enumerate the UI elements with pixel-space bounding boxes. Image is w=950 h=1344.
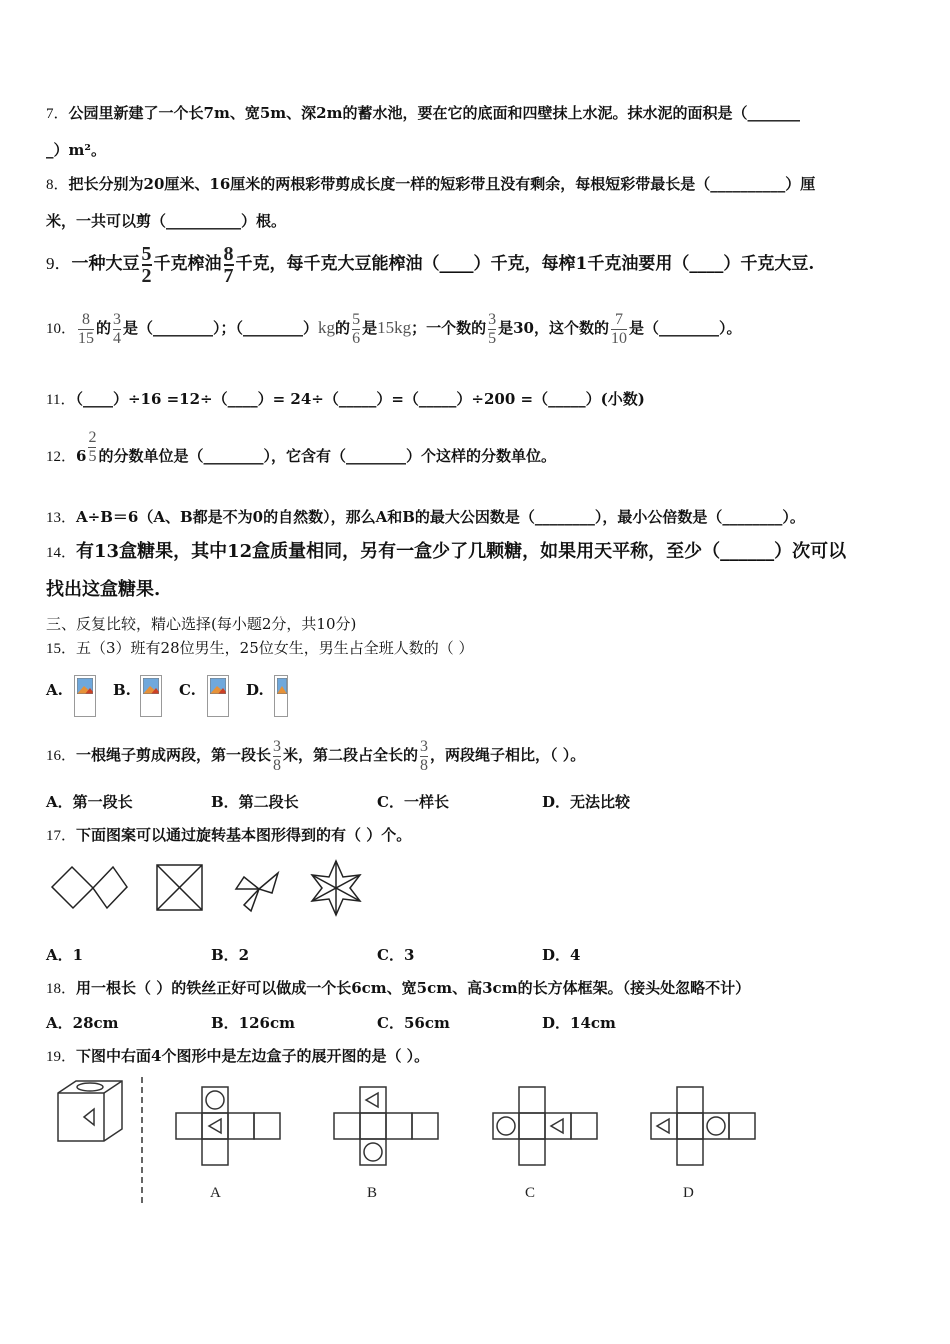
q10-f4-den: 5 — [488, 329, 497, 347]
q11-line — [46, 389, 645, 410]
q14-line2: 找出这盒糖果. — [46, 579, 161, 600]
q18-text: 用一根长（ ）的铁丝正好可以做成一个长6cm、宽5cm、高3cm的长方体框架。（接头处忽略不计） — [76, 979, 751, 997]
q7-text: 公园里新建了一个长7m、宽5m、深2m的蓄水池，要在它的底面和四壁抹上水泥。抹水泥的面积是（_______ — [68, 104, 800, 122]
pinwheel-figure — [236, 873, 278, 911]
q12-fraction-den: 5 — [88, 447, 97, 465]
q17-option-a[interactable]: A．1 — [46, 946, 84, 964]
q9-fraction-2-num: 8 — [223, 242, 234, 265]
q9-text-2: 千克榨油 — [153, 254, 222, 274]
q12-line — [46, 426, 556, 487]
q10-f1-den: 15 — [78, 329, 95, 347]
q17-number: 17． — [46, 828, 77, 844]
q9-number: 9． — [46, 254, 72, 273]
q8-text: 把长分别为20厘米、16厘米的两根彩带剪成长度一样的短彩带且没有剩余，每根短彩带最长是（__________）厘 — [68, 175, 816, 193]
q10-fraction-4 — [488, 311, 496, 348]
q17-text: 下面图案可以通过旋转基本图形得到的有（ ）个。 — [76, 826, 412, 844]
q9-fraction-2 — [224, 244, 234, 286]
q17-option-b[interactable]: B．2 — [211, 946, 250, 964]
q7-line2: _）m²。 — [46, 141, 106, 159]
q9-fraction-1 — [142, 244, 152, 286]
q18-number: 18． — [46, 981, 77, 997]
net-d-label: D — [683, 1185, 694, 1201]
q18-option-a[interactable]: A．28cm — [46, 1014, 119, 1032]
q10-f1-num: 8 — [82, 310, 91, 328]
q12-number: 12． — [46, 449, 77, 465]
q19-number: 19． — [46, 1049, 77, 1065]
q15-number: 15． — [46, 641, 77, 657]
q15-option-d[interactable] — [246, 681, 264, 699]
q19-figures — [50, 1075, 770, 1210]
q17-line — [46, 825, 411, 846]
star-figure — [312, 861, 360, 915]
q15-option-b[interactable] — [113, 681, 131, 699]
net-a-label: A — [210, 1185, 221, 1201]
q10-number: 10． — [46, 321, 77, 337]
q15-line — [46, 638, 474, 659]
q9-fraction-2-den: 7 — [223, 264, 234, 287]
q15-option-b-label: B. — [113, 681, 131, 699]
q16-option-b[interactable]: B．第二段长 — [211, 793, 299, 811]
net-d-figure — [651, 1087, 755, 1165]
q18-option-d[interactable]: D．14cm — [542, 1014, 616, 1032]
q16-option-a[interactable]: A．第一段长 — [46, 793, 133, 811]
q15-option-a-image — [74, 675, 96, 717]
q17-figures — [46, 855, 376, 925]
q14-text: 有13盒糖果，其中12盒质量相同，另有一盒少了几颗糖，如果用天平称，至少（______）次可以 — [76, 541, 847, 562]
q15-option-d-image — [274, 675, 288, 717]
q13-line — [46, 507, 805, 528]
q10-text-7: 是（________）。 — [628, 319, 742, 337]
q16-f2-den: 8 — [420, 756, 429, 774]
q15-option-a-label: A. — [46, 681, 63, 699]
square-x-figure — [157, 865, 202, 910]
q10-text-2: 是（________）；（________） — [123, 319, 319, 337]
net-a-figure — [176, 1087, 280, 1165]
q10-f5-den: 10 — [610, 329, 627, 347]
q10-text-3: 的 — [335, 319, 351, 337]
cube-figure — [58, 1081, 122, 1141]
q12-text: 的分数单位是（________），它含有（________）个这样的分数单位。 — [98, 447, 556, 465]
q8-line1 — [46, 174, 815, 195]
net-b-label: B — [367, 1185, 378, 1201]
q18-option-b[interactable]: B．126cm — [211, 1014, 295, 1032]
q14-number: 14． — [46, 545, 77, 561]
q15-option-d-label: D. — [246, 681, 264, 699]
q15-option-a[interactable] — [46, 681, 63, 699]
q13-text: A÷B＝6（A、B都是不为0的自然数），那么A和B的最大公因数是（________），最小公倍数是（________）。 — [76, 508, 805, 526]
q12-fraction-num: 2 — [88, 428, 97, 446]
broken-image-icon — [77, 678, 93, 694]
q13-number: 13． — [46, 510, 77, 526]
q19-line — [46, 1046, 429, 1067]
q18-line — [46, 978, 750, 999]
q16-option-d[interactable]: D．无法比较 — [542, 793, 631, 811]
q10-text-6: 是30，这个数的 — [498, 319, 609, 337]
q10-fraction-1 — [78, 311, 94, 348]
q7-line1 — [46, 103, 800, 124]
broken-image-icon — [210, 678, 226, 694]
q10-fraction-5 — [611, 311, 627, 348]
q11-text: （____）÷16 =12÷（____）= 24÷（_____）=（_____）÷200 =（_____）(小数) — [75, 390, 645, 408]
q19-text: 下图中右面4个图形中是左边盒子的展开图的是（ ）。 — [76, 1047, 430, 1065]
q11-number: 11． — [46, 392, 76, 408]
q10-text-5: ；一个数的 — [411, 319, 487, 337]
q10-f3-den: 6 — [352, 329, 361, 347]
two-rhombus-figure — [52, 867, 127, 908]
q15-option-b-image — [140, 675, 162, 717]
q9-fraction-1-den: 2 — [141, 264, 152, 287]
q8-line2: 米，一共可以剪（__________）根。 — [46, 212, 287, 230]
q16-line — [46, 733, 585, 778]
broken-image-icon — [277, 678, 287, 694]
q18-option-c[interactable]: C．56cm — [377, 1014, 450, 1032]
q10-unit-1: kg — [318, 318, 336, 337]
q10-f2-den: 4 — [113, 329, 122, 347]
q10-f5-num: 7 — [614, 310, 623, 328]
q16-fraction-2 — [420, 738, 428, 775]
q10-f3-num: 5 — [352, 310, 361, 328]
q16-f1-num: 3 — [273, 737, 282, 755]
net-b-figure — [334, 1087, 438, 1165]
q16-number: 16． — [46, 748, 77, 764]
q15-option-c[interactable] — [179, 681, 196, 699]
q10-line — [46, 306, 741, 351]
q17-option-c[interactable]: C．3 — [377, 946, 415, 964]
q17-option-d[interactable]: D．4 — [542, 946, 581, 964]
q16-f2-num: 3 — [420, 737, 429, 755]
q9-fraction-1-num: 5 — [141, 242, 152, 265]
q16-text-2: 米，第二段占全长的 — [283, 746, 419, 764]
q7-number: 7． — [46, 106, 69, 122]
q12-fraction — [88, 429, 96, 466]
q15-option-c-image — [207, 675, 229, 717]
q10-text-4: 是 — [362, 319, 378, 337]
q10-f4-num: 3 — [488, 310, 497, 328]
q9-text-1: 一种大豆 — [71, 254, 140, 274]
net-c-label: C — [525, 1185, 536, 1201]
q8-number: 8． — [46, 177, 69, 193]
q16-option-c[interactable]: C．一样长 — [377, 793, 449, 811]
net-c-figure — [493, 1087, 597, 1165]
q10-fraction-3 — [352, 311, 360, 348]
q16-text-1: 一根绳子剪成两段，第一段长 — [76, 746, 272, 764]
q14-line1 — [46, 540, 846, 565]
q9-line — [46, 242, 814, 286]
q15-option-c-label: C. — [179, 681, 196, 699]
q10-text-1: 的 — [96, 319, 112, 337]
q10-unit-2: 15kg — [377, 318, 412, 337]
q10-f2-num: 3 — [113, 310, 122, 328]
q15-text: 五（3）班有28位男生，25位女生，男生占全班人数的（ ） — [76, 639, 474, 657]
section-3-title: 三、反复比较，精心选择(每小题2分，共10分) — [46, 615, 357, 633]
q12-whole: 6 — [76, 447, 87, 465]
q16-text-3: ，两段绳子相比，（ ）。 — [430, 746, 586, 764]
q9-text-3: 千克，每千克大豆能榨油（____）千克，每榨1千克油要用（____）千克大豆. — [235, 254, 815, 274]
q16-fraction-1 — [273, 738, 281, 775]
q10-fraction-2 — [113, 311, 121, 348]
q16-f1-den: 8 — [273, 756, 282, 774]
broken-image-icon — [143, 678, 159, 694]
